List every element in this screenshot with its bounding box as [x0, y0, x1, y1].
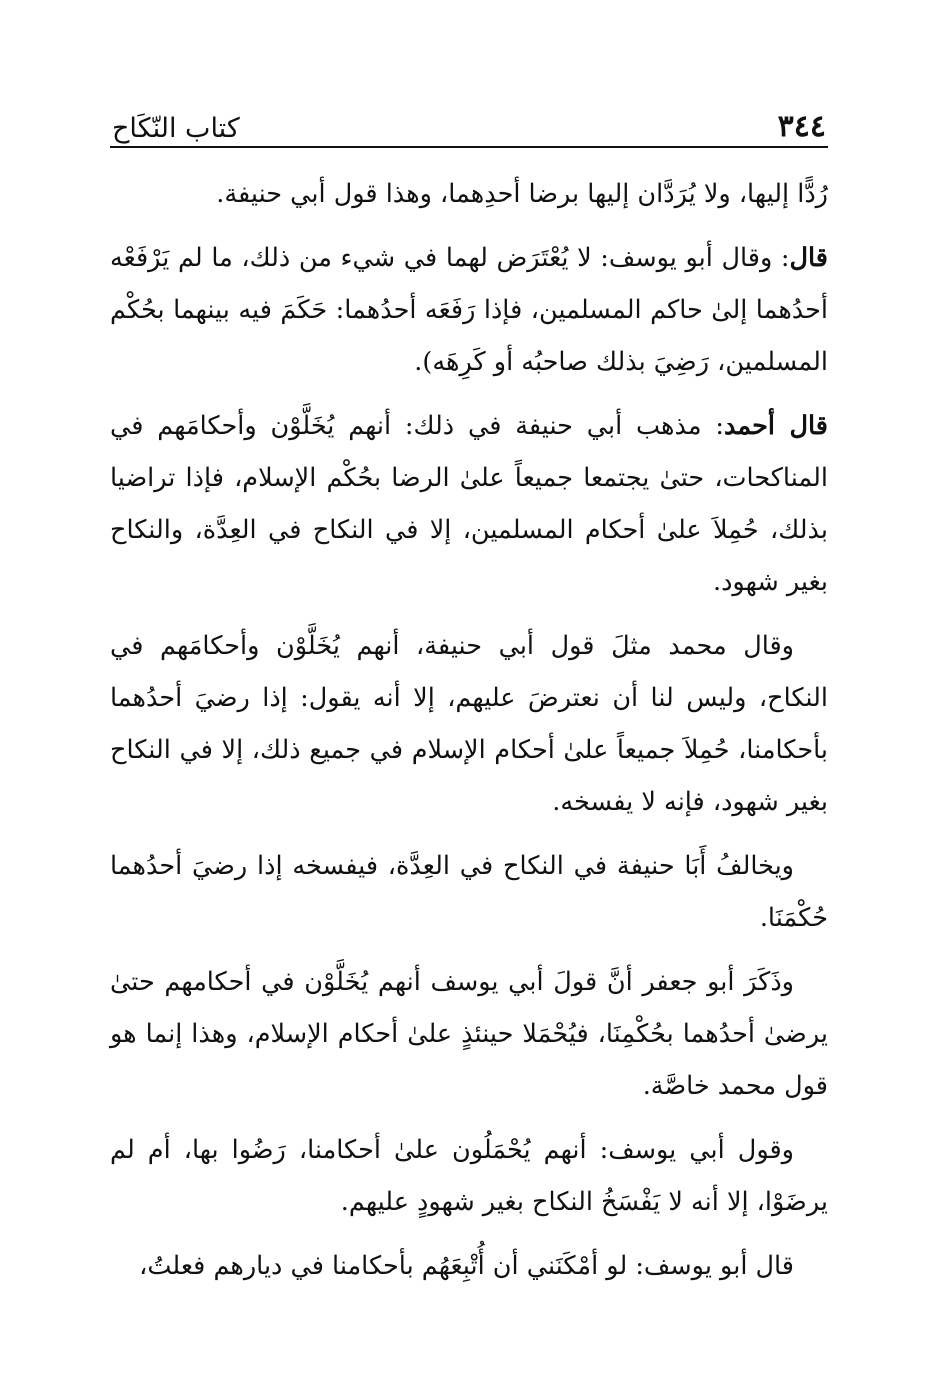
- paragraph: [110, 400, 828, 608]
- paragraph: [110, 840, 828, 944]
- paragraph: [110, 956, 828, 1112]
- paragraph-text: وذَكَرَ أبو جعفر أنَّ قولَ أبي يوسف أنهم يُخَلَّوْن في أحكامهم حتىٰ يرضىٰ أحدُهما بحُكْمِنَا، فيُحْمَلا حينئذٍ علىٰ أحكام الإسلام، وهذا إنما هو قول محمد خاصَّة.: [110, 967, 828, 1101]
- paragraph-text: وقول أبي يوسف: أنهم يُحْمَلُون علىٰ أحكامنا، رَضُوا بها، أم لم يرضَوْا، إلا أنه لا يَفْسَخُ النكاح بغير شهودٍ عليهم.: [110, 1135, 828, 1217]
- paragraph-speaker: قال أحمد: [723, 411, 828, 441]
- paragraph-speaker: قال: [789, 243, 828, 273]
- paragraph-text: وقال محمد مثلَ قول أبي حنيفة، أنهم يُخَلَّوْن وأحكامَهم في النكاح، وليس لنا أن نعترضَ عليهم، إلا أنه يقول: إذا رضيَ أحدُهما بأحكامنا، حُمِلاَ جميعاً علىٰ أحكام الإسلام في جميع ذلك، إلا في النكاح بغير شهود، فإنه لا يفسخه.: [110, 631, 828, 817]
- paragraph: [110, 1240, 828, 1292]
- paragraph-text: قال أبو يوسف: لو أمْكَنَني أن أُتْبِعَهُم بأحكامنا في ديارهم فعلتُ،: [139, 1251, 794, 1281]
- paragraph: [110, 232, 828, 388]
- page-number: ٣٤٤: [777, 109, 826, 144]
- paragraph-text: : مذهب أبي حنيفة في ذلك: أنهم يُخَلَّوْن وأحكامَهم في المناكحات، حتىٰ يجتمعا جميعاً علىٰ الرضا بحُكْم الإسلام، فإذا تراضيا بذلك، حُمِلاَ علىٰ أحكام المسلمين، إلا في النكاح في العِدَّة، والنكاح بغير شهود.: [110, 411, 828, 597]
- paragraph: [110, 1124, 828, 1228]
- paragraph-text: ويخالفُ أَبَا حنيفة في النكاح في العِدَّة، فيفسخه إذا رضيَ أحدُهما حُكْمَنَا.: [110, 851, 828, 933]
- main-text: [110, 168, 828, 1292]
- paragraph-text: : وقال أبو يوسف: لا يُعْتَرَض لهما في شيء من ذلك، ما لم يَرْفَعْه أحدُهما إلىٰ حاكم المسلمين، فإذا رَفَعَه أحدُهما: حَكَمَ فيه بينهما بحُكْم المسلمين، رَضِيَ بذلك صاحبُه أو كَرِهَه).: [110, 243, 828, 377]
- paragraph-text: رُدًّا إليها، ولا يُرَدَّان إليها برضا أحدِهما، وهذا قول أبي حنيفة.: [216, 179, 828, 209]
- book-title: كتاب النّكَاح: [112, 113, 240, 144]
- book-page: [110, 96, 828, 1304]
- paragraph: [110, 620, 828, 828]
- paragraph: [110, 168, 828, 220]
- running-header: [110, 96, 828, 148]
